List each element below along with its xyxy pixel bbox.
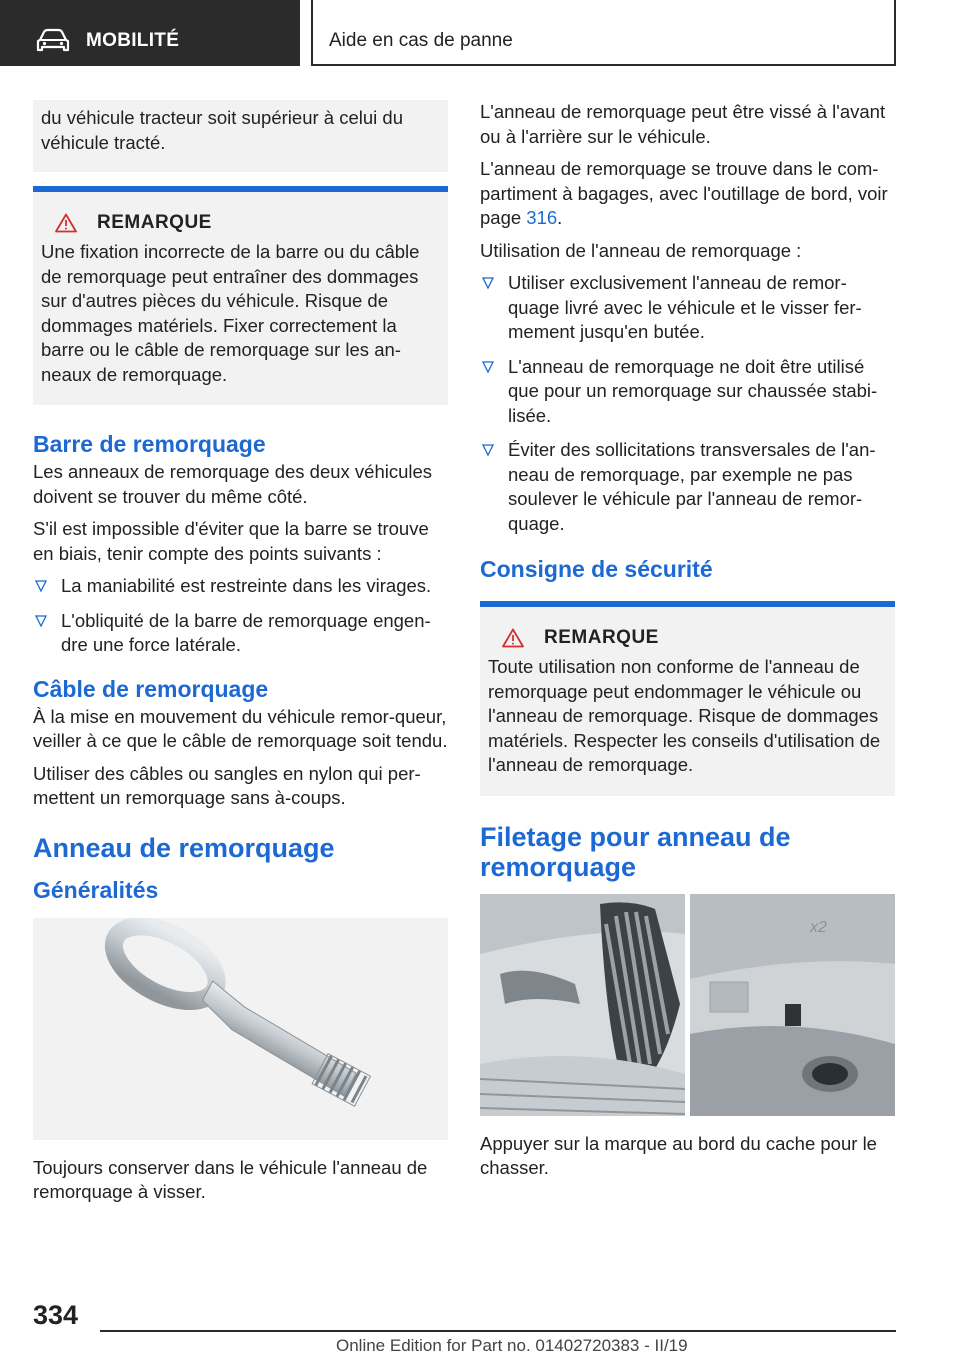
list-item-text: L'obliquité de la barre de remorquage engen-dre une force latérale. [61, 609, 431, 655]
heading-filetage: Filetage pour anneau de remorquage [480, 821, 791, 882]
svg-text:x2: x2 [810, 918, 827, 936]
heading-consigne: Consigne de sécurité [480, 556, 713, 582]
paragraph: À la mise en mouvement du véhicule remor-queur, veiller à ce que le câble de remorquage soit tendu. [33, 705, 448, 751]
chapter-title: Aide en cas de panne [329, 30, 513, 51]
tow-ring-drawing [33, 918, 448, 1140]
list-item [33, 574, 448, 599]
right-column [480, 100, 895, 1189]
triangle-bullet-icon [482, 444, 494, 456]
heading-anneau: Anneau de remorquage [33, 832, 335, 863]
subheading-generalites: Généralités [33, 876, 159, 903]
list-item [480, 271, 895, 345]
triangle-bullet-icon [482, 277, 494, 289]
car-icon [36, 28, 70, 54]
intro-text: du véhicule tracteur soit supérieur à celui du véhicule tracté. [41, 107, 403, 153]
section-tab [0, 0, 300, 66]
page-header [0, 0, 960, 66]
page-link[interactable]: 316 [526, 207, 558, 228]
footer-edition: Online Edition for Part no. 01402720383 - II/19 [336, 1336, 688, 1355]
warning-header [488, 627, 887, 649]
triangle-bullet-icon [482, 361, 494, 373]
page-number: 334 [33, 1300, 79, 1330]
paragraph-with-link [480, 157, 895, 231]
warning-text: Une fixation incorrecte de la barre ou du câble de remorquage peut entraîner des dommages sur d'autres pièces du véhicule. Risque de dommages matériels. Fixer correctement la barre ou le câble de remorquage sur les an-neaux de remorquage. [41, 241, 420, 385]
front-bumper-photo [480, 894, 685, 1116]
warning-box [480, 601, 895, 796]
heading-barre: Barre de remorquage [33, 431, 266, 457]
bumper-photos [480, 894, 895, 1116]
heading-cable: Câble de remorquage [33, 675, 269, 702]
paragraph: Les anneaux de remorquage des deux véhicules doivent se trouver du même côté. [33, 461, 433, 507]
rear-bumper-photo [690, 894, 895, 1116]
list-item [33, 609, 448, 658]
list-item-text: L'anneau de remorquage ne doit être utilisé que pour un remorquage sur chaussée stabi-lisée. [508, 355, 878, 426]
paragraph: L'anneau de remorquage peut être vissé à l'avant ou à l'arrière sur le véhicule. [480, 101, 886, 147]
warning-triangle-icon [502, 628, 524, 648]
paragraph-text: L'anneau de remorquage se trouve dans le com-partiment à bagages, avec l'outillage de bord, voir page [480, 158, 888, 228]
image-caption: Appuyer sur la marque au bord du cache pour le chasser. [480, 1132, 877, 1178]
warning-triangle-icon [55, 213, 77, 233]
paragraph: Utilisation de l'anneau de remorquage : [480, 239, 802, 261]
triangle-bullet-icon [35, 615, 47, 627]
triangle-bullet-icon [35, 580, 47, 592]
tow-ring-illustration [33, 918, 448, 1140]
footer-divider [100, 1330, 896, 1332]
warning-header [41, 212, 440, 234]
list-item-text: La maniabilité est restreinte dans les virages. [61, 575, 432, 596]
section-title: MOBILITÉ [86, 30, 180, 51]
left-column [33, 100, 448, 1213]
paragraph: Utiliser des câbles ou sangles en nylon qui per-mettent un remorquage sans à-coups. [33, 762, 421, 808]
bullet-list [480, 271, 895, 536]
list-item [480, 438, 895, 536]
list-item-text: Utiliser exclusivement l'anneau de remor-quage livré avec le véhicule et le visser fer-mement jusqu'en butée. [508, 272, 862, 342]
chapter-box [311, 0, 896, 66]
intro-box [33, 100, 448, 172]
warning-title: REMARQUE [97, 212, 212, 233]
paragraph-end: . [557, 207, 563, 228]
image-caption: Toujours conserver dans le véhicule l'anneau de remorquage à visser. [33, 1156, 428, 1202]
list-item-text: Éviter des sollicitations transversales de l'an-neau de remorquage, par exemple ne pas soulever le véhicule par l'anneau de remor-quage. [508, 439, 876, 534]
warning-title: REMARQUE [544, 627, 659, 648]
warning-box [33, 186, 448, 405]
warning-text: Toute utilisation non conforme de l'anneau de remorquage peut endommager le véhicule ou l'anneau de remorquage. Risque de dommages matériels. Respecter les conseils d'utilisation de l'anneau de remorquage. [488, 656, 881, 775]
paragraph: S'il est impossible d'éviter que la barre se trouve en biais, tenir compte des points suivants : [33, 518, 429, 564]
list-item [480, 355, 895, 429]
bullet-list [33, 574, 448, 658]
